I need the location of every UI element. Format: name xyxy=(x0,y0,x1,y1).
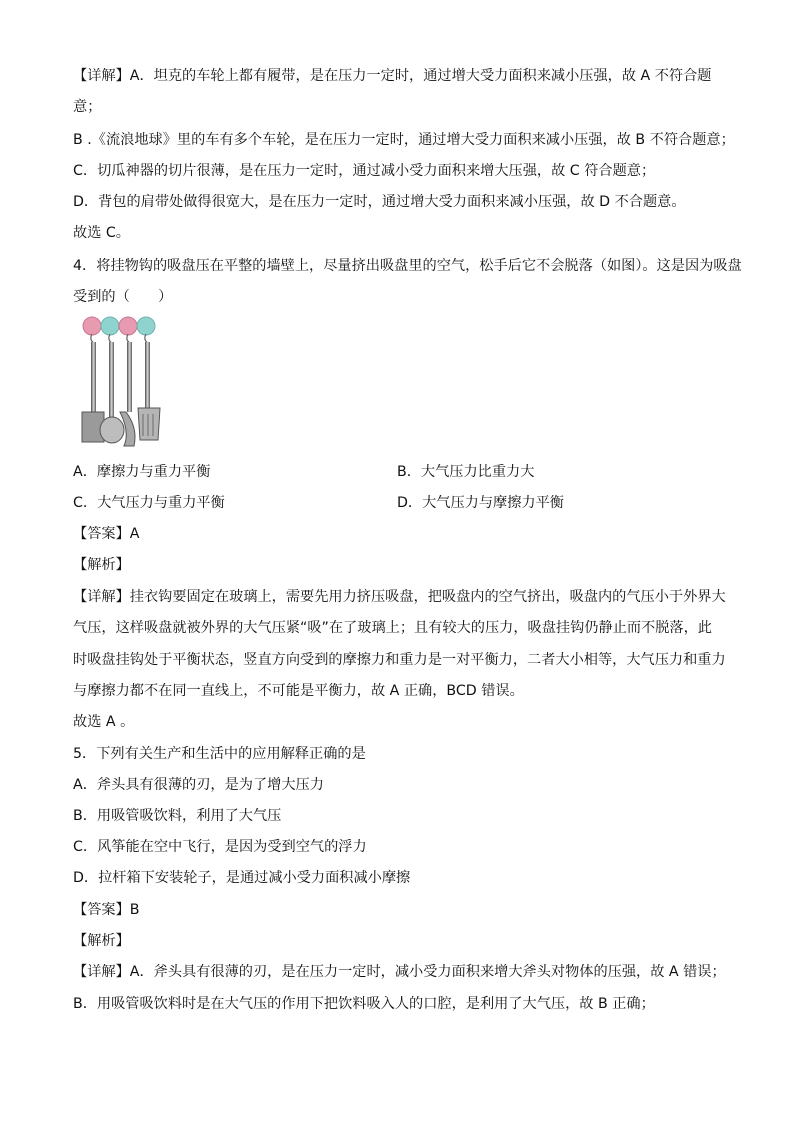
analysis-label: 【解析】 xyxy=(73,933,130,949)
option-c: C．大气压力与重力平衡 xyxy=(73,495,225,511)
option-a: A．斧头具有很薄的刃，是为了增大压力 xyxy=(73,777,324,793)
text-line: B .《流浪地球》里的车有多个车轮，是在压力一定时，通过增大受力面积来减小压强，故 B 不符合题意； xyxy=(73,132,735,148)
option-d: D．大气压力与摩擦力平衡 xyxy=(397,495,564,511)
text-line: 意； xyxy=(73,99,102,115)
text-line: B．用吸管吸饮料时是在大气压的作用下把饮料吸入人的口腔，是利用了大气压，故 B 正确； xyxy=(73,996,655,1012)
option-c: C．风筝能在空中飞行，是因为受到空气的浮力 xyxy=(73,839,367,855)
text-line: 故选 C。 xyxy=(73,225,130,241)
option-d: D．拉杆箱下安装轮子，是通过减小受力面积减小摩擦 xyxy=(73,870,411,886)
suction-hook-utensils-image xyxy=(76,312,172,450)
text-line: 与摩擦力都不在同一直线上，不可能是平衡力，故 A 正确，BCD 错误。 xyxy=(73,683,524,699)
option-a: A．摩擦力与重力平衡 xyxy=(73,464,211,480)
answer-label: 【答案】B xyxy=(73,902,140,918)
text-line: 【详解】A．坦克的车轮上都有履带，是在压力一定时，通过增大受力面积来减小压强，故 A 不符合题 xyxy=(73,68,712,84)
question-5-stem: 5．下列有关生产和生活中的应用解释正确的是 xyxy=(73,746,366,762)
text-line: D．背包的肩带处做得很宽大，是在压力一定时，通过增大受力面积来减小压强，故 D 不合题意。 xyxy=(73,194,686,210)
text-line: C．切瓜神器的切片很薄，是在压力一定时，通过减小受力面积来增大压强，故 C 符合题意； xyxy=(73,163,656,179)
text-line: 故选 A 。 xyxy=(73,714,135,730)
suction-cup-icon xyxy=(83,317,155,335)
option-b: B．用吸管吸饮料，利用了大气压 xyxy=(73,808,282,824)
text-line: 气压，这样吸盘就被外界的大气压紧“吸”在了玻璃上；且有较大的压力，吸盘挂钩仍静止而不脱落，此 xyxy=(73,620,712,636)
text-line: 时吸盘挂钩处于平衡状态，竖直方向受到的摩擦力和重力是一对平衡力，二者大小相等，大气压力和重力 xyxy=(73,652,726,668)
text-line: 【详解】挂衣钩要固定在玻璃上，需要先用力挤压吸盘，把吸盘内的空气挤出，吸盘内的气压小于外界大 xyxy=(73,589,726,605)
question-4-stem: 受到的（ ） xyxy=(73,289,173,305)
question-4-stem: 4．将挂物钩的吸盘压在平整的墙壁上，尽量挤出吸盘里的空气，松手后它不会脱落（如图）。这是因为吸盘 xyxy=(73,258,742,274)
text-line: 【详解】A．斧头具有很薄的刃，是在压力一定时，减小受力面积来增大斧头对物体的压强，故 A 错误； xyxy=(73,964,726,980)
option-b: B．大气压力比重力大 xyxy=(397,464,535,480)
answer-label: 【答案】A xyxy=(73,526,140,542)
analysis-label: 【解析】 xyxy=(73,557,130,573)
